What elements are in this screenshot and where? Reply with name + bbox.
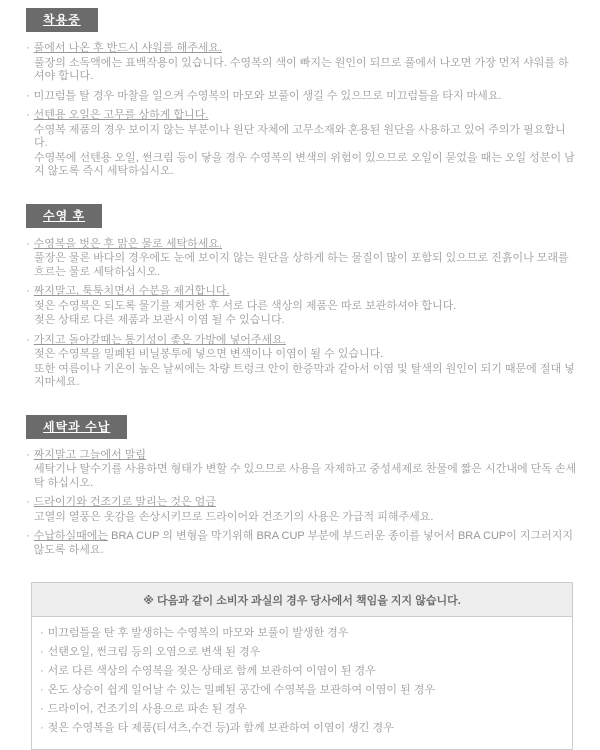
- bullet-icon: ·: [26, 89, 30, 102]
- section-list: [26, 42, 578, 179]
- care-item-lead-text: 가지고 돌아갈때는 통기성이 좋은 가방에 넣어주세요.: [33, 333, 286, 346]
- care-item-detail: 또한 여름이나 기온이 높은 날씨에는 차량 트렁크 안이 한증막과 같아서 이염 및 탈색의 원인이 되기 때문에 절대 넣지마세요.: [34, 362, 575, 388]
- notice-box: [31, 582, 573, 750]
- bullet-icon: ·: [26, 109, 30, 121]
- care-item-lead: [34, 238, 222, 252]
- care-item: [26, 42, 578, 56]
- care-item-lead-text: 수영복을 벗은 후 맑은 물로 세탁하세요.: [33, 237, 223, 250]
- care-item-lead: [34, 496, 216, 510]
- care-item-lead-text: 풀에서 나온 후 반드시 샤워를 해주세요.: [33, 42, 223, 54]
- care-item-lead: [34, 449, 146, 463]
- bullet-icon: ·: [26, 237, 30, 250]
- care-item-lead: [34, 530, 578, 557]
- care-item-detail: 수영복 제품의 경우 보이지 않는 부분이나 원단 자체에 고무소재와 혼용된 원단을 사용하고 있어 주의가 필요합니다.: [34, 123, 566, 149]
- notice-item-text: 서로 다른 색상의 수영복을 젖은 상태로 함께 보관하여 이염이 된 경우: [47, 665, 376, 677]
- care-item-lead: [34, 42, 222, 56]
- notice-item-text: 온도 상승이 쉽게 일어날 수 있는 밀폐된 공간에 수영복을 보관하여 이염이 된 경우: [47, 684, 436, 696]
- section-list: [26, 238, 578, 390]
- bullet-icon: ·: [40, 703, 44, 715]
- care-item: [26, 238, 578, 252]
- bullet-icon: ·: [40, 646, 44, 658]
- care-item-detail: 젖은 수영복을 밀폐된 비닐봉투에 넣으면 변색이나 이염이 될 수 있습니다.: [34, 348, 384, 360]
- notice-item-text: 드라이어, 건조기의 사용으로 파손 된 경우: [47, 703, 247, 715]
- notice-item: [40, 624, 560, 643]
- care-item-lead-text: 드라이기와 건조기로 말리는 것은 엄금: [33, 496, 216, 508]
- care-item-detail: 젖은 수영복은 되도록 물기를 제거한 후 서로 다른 색상의 제품은 따로 보관하셔야 합니다.: [34, 299, 457, 312]
- care-item-lead: [34, 90, 502, 104]
- bullet-icon: ·: [40, 684, 44, 696]
- bullet-icon: ·: [40, 722, 44, 734]
- care-item: [26, 109, 578, 123]
- care-item-lead-text: 짜지말고 그늘에서 말림: [33, 448, 147, 461]
- care-section: [26, 204, 578, 390]
- section-header: 수영 후: [26, 204, 102, 228]
- bullet-icon: ·: [26, 42, 30, 54]
- bullet-icon: ·: [40, 627, 44, 639]
- bullet-icon: ·: [26, 530, 30, 542]
- care-item-detail: 풀장의 소독액에는 표백작용이 있습니다. 수영복의 색이 빠지는 원인이 되므로 풀에서 나오면 가장 먼저 샤워를 하셔야 합니다.: [34, 56, 569, 82]
- bullet-icon: ·: [40, 665, 44, 677]
- notice-item-text: 미끄럼틀을 탄 후 발생하는 수영복의 마모와 보풀이 발생한 경우: [47, 627, 349, 639]
- notice-item: [40, 700, 560, 719]
- care-item: [26, 334, 578, 348]
- notice-item: [40, 662, 560, 681]
- section-list: [26, 449, 578, 558]
- notice-title: ※ 다음과 같이 소비자 과실의 경우 당사에서 책임을 지지 않습니다.: [32, 583, 572, 617]
- notice-list: [32, 617, 572, 749]
- notice-item: [40, 719, 560, 738]
- care-item-detail: 고열의 열풍은 옷감을 손상시키므로 드라이어와 건조기의 사용은 가급적 피해주세요.: [34, 510, 434, 523]
- bullet-icon: ·: [26, 496, 30, 508]
- care-item-lead-rest: BRA CUP 의 변형을 막기위해 BRA CUP 부분에 부드러운 종이를 넣어서 BRA CUP이 지그러지지 않도록 하세요.: [33, 530, 574, 556]
- care-item: [26, 90, 578, 104]
- care-section: [26, 415, 578, 558]
- notice-item-text: 선탠오일, 썬크림 등의 오염으로 변색 된 경우: [47, 646, 261, 658]
- section-header: 세탁과 수납: [26, 415, 127, 439]
- care-sections: [26, 8, 578, 557]
- care-item: [26, 449, 578, 463]
- notice-item: [40, 643, 560, 662]
- section-header: 착용중: [26, 8, 98, 32]
- bullet-icon: ·: [26, 285, 30, 297]
- care-item-lead-text: 선텐용 오일은 고무를 상하게 합니다.: [33, 109, 209, 121]
- care-item-detail: 풀장은 물론 바다의 경우에도 눈에 보이지 않는 원단을 상하게 하는 물질이 많이 포함되 있으므로 진흙이나 모래를 흐르는 물로 세탁하십시오.: [34, 252, 569, 278]
- care-item-detail: 수영복에 선텐용 오일, 썬크림 등이 닿을 경우 수영복의 변색의 위험이 있으므로 오일이 묻었을 때는 오일 성분이 남지 않도록 즉시 세탁하십시오.: [34, 151, 575, 177]
- care-item: [26, 285, 578, 299]
- bullet-icon: ·: [26, 333, 30, 346]
- care-section: [26, 8, 578, 179]
- care-item-lead-text: 수납하실때에는: [33, 530, 109, 542]
- care-item-lead: [34, 109, 209, 123]
- care-item-lead-text: 짜지말고, 툭툭치면서 수분을 제거합니다.: [33, 285, 230, 297]
- care-item-lead: [34, 285, 230, 299]
- bullet-icon: ·: [26, 448, 30, 461]
- notice-item: [40, 681, 560, 700]
- care-item-detail: 젖은 상태로 다른 제품과 보관시 이염 될 수 있습니다.: [34, 314, 285, 326]
- care-item-lead: [34, 334, 286, 348]
- notice-item-text: 젖은 수영복을 타 제품(티셔츠,수건 등)과 함께 보관하여 이염이 생긴 경우: [47, 722, 394, 734]
- care-item: [26, 496, 578, 510]
- care-item-lead-text: 미끄럼틀 탈 경우 마찰을 일으켜 수영복의 마모와 보풀이 생길 수 있으므로 미끄럼틀을 타지 마세요.: [33, 89, 502, 102]
- care-item-detail: 세탁기나 탈수기를 사용하면 형태가 변할 수 있으므로 사용을 자제하고 중성세제로 찬물에 짧은 시간내에 단독 손세탁 하십시오.: [34, 463, 577, 489]
- care-item: [26, 530, 578, 557]
